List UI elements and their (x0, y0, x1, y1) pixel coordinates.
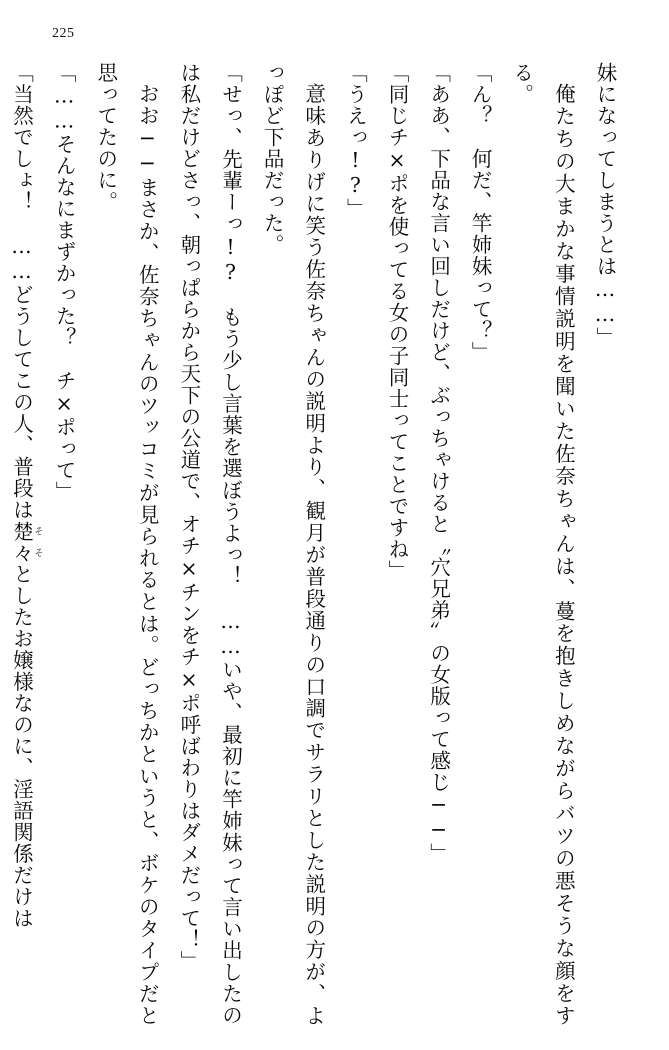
paragraph: 「ん？ 何だ、竿姉妹って？」 (468, 62, 493, 363)
paragraph: 意味ありげに笑う佐奈ちゃんの説明より、観月が普段通りの口調でサラリとした説明の方が、よっぽど下品だった。 (260, 62, 326, 1026)
paragraph: おお──まさか、佐奈ちゃんのツッコミが見られるとは。どっちかというと、ボケのタイプだと思ってたのに。 (93, 62, 160, 1026)
page-number: 225 (52, 26, 75, 41)
paragraph: 「せっ、先輩ーっ!? もう少し言葉を選ぼうよっ！ ……いや、最初に竿姉妹って言い出したのは私だけどさっ、朝っぱらから天下の公道で、オチ×チンをチ×ポ呼ばわりはダメだって！」 (176, 62, 243, 1026)
paragraph: 「……そんなにまずかった？ チ×ポって」 (52, 62, 77, 503)
paragraph: 「同じチ×ポを使ってる女の子同士ってことですね」 (384, 62, 409, 582)
paragraph: 「ああ、下品な言い回しだけど、ぶっちゃけると〝穴兄弟〟の女版って感じ──」 (426, 62, 451, 865)
paragraph: 「当然でしょ！ ……どうしてこの人、普段は楚々 そそとしたお嬢様なのに、淫語関係だけは (9, 62, 43, 929)
paragraph: 「うえっ!?」 (343, 62, 368, 220)
page-text-body (9, 62, 625, 1026)
paragraph: 俺たちの大まかな事情説明を聞いた佐奈ちゃんは、蔓を抱きしめながらバツの悪そうな顔をする。 (509, 62, 576, 1026)
ruby-annotation: 楚々 そそ (9, 520, 43, 564)
paragraph: 妹になってしまうとは……」 (593, 62, 617, 349)
